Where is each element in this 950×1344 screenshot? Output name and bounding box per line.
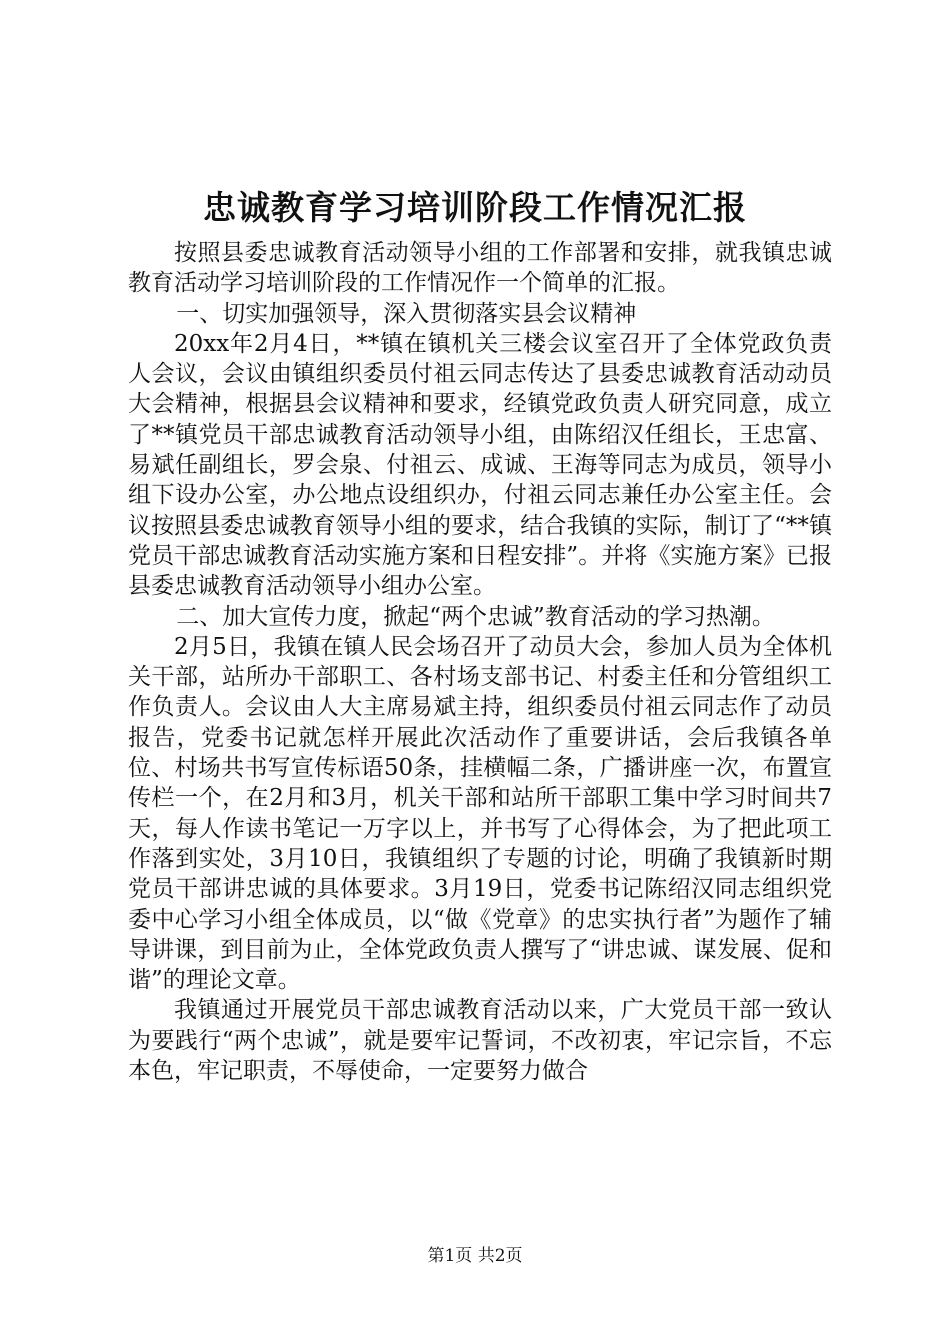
page-number: 第1页 共2页	[427, 1246, 523, 1266]
document-body	[128, 238, 832, 1086]
section-1-paragraph: 20xx年2月4日，**镇在镇机关三楼会议室召开了全体党政负责人会议，会议由镇组织委员付祖云同志传达了县委忠诚教育活动动员大会精神，根据县会议精神和要求，经镇党政负责人研究同意，成立了**镇党员干部忠诚教育活动领导小组，由陈绍汉任组长，王忠富、易斌任副组长，罗会泉、付祖云、成诚、王海等同志为成员，领导小组下设办公室，办公地点设组织办，付祖云同志兼任办公室主任。会议按照县委忠诚教育领导小组的要求，结合我镇的实际，制订了“**镇党员干部忠诚教育活动实施方案和日程安排”。并将《实施方案》已报县委忠诚教育活动领导小组办公室。	[128, 330, 832, 600]
intro-paragraph: 按照县委忠诚教育活动领导小组的工作部署和安排，就我镇忠诚教育活动学习培训阶段的工作情况作一个简单的汇报。	[128, 240, 832, 297]
section-2-paragraph: 2月5日，我镇在镇人民会场召开了动员大会，参加人员为全体机关干部，站所办干部职工、各村场支部书记、村委主任和分管组织工作负责人。会议由人大主席易斌主持，组织委员付祖云同志作了动员报告，党委书记就怎样开展此次活动作了重要讲话，会后我镇各单位、村场共书写宣传标语50条，挂横幅二条，广播讲座一次，布置宣传栏一个，在2月和3月，机关干部和站所干部职工集中学习时间共7天，每人作读书笔记一万字以上，并书写了心得体会，为了把此项工作落到实处，3月10日，我镇组织了专题的讨论，明确了我镇新时期党员干部讲忠诚的具体要求。3月19日，党委书记陈绍汉同志组织党委中心学习小组全体成员，以“做《党章》的忠实执行者”为题作了辅导讲课，到目前为止，全体党政负责人撰写了“讲忠诚、谋发展、促和谐”的理论文章。	[128, 633, 832, 994]
closing-paragraph: 我镇通过开展党员干部忠诚教育活动以来，广大党员干部一致认为要践行“两个忠诚”，就是要牢记誓词，不改初衷，牢记宗旨，不忘本色，牢记职责，不辱使命，一定要努力做合	[128, 997, 832, 1085]
section-heading-1: 一、切实加强领导，深入贯彻落实县会议精神	[176, 300, 637, 327]
section-heading-2: 二、加大宣传力度，掀起“两个忠诚”教育活动的学习热潮。	[176, 603, 775, 630]
page-title: 忠诚教育学习培训阶段工作情况汇报	[203, 188, 747, 227]
